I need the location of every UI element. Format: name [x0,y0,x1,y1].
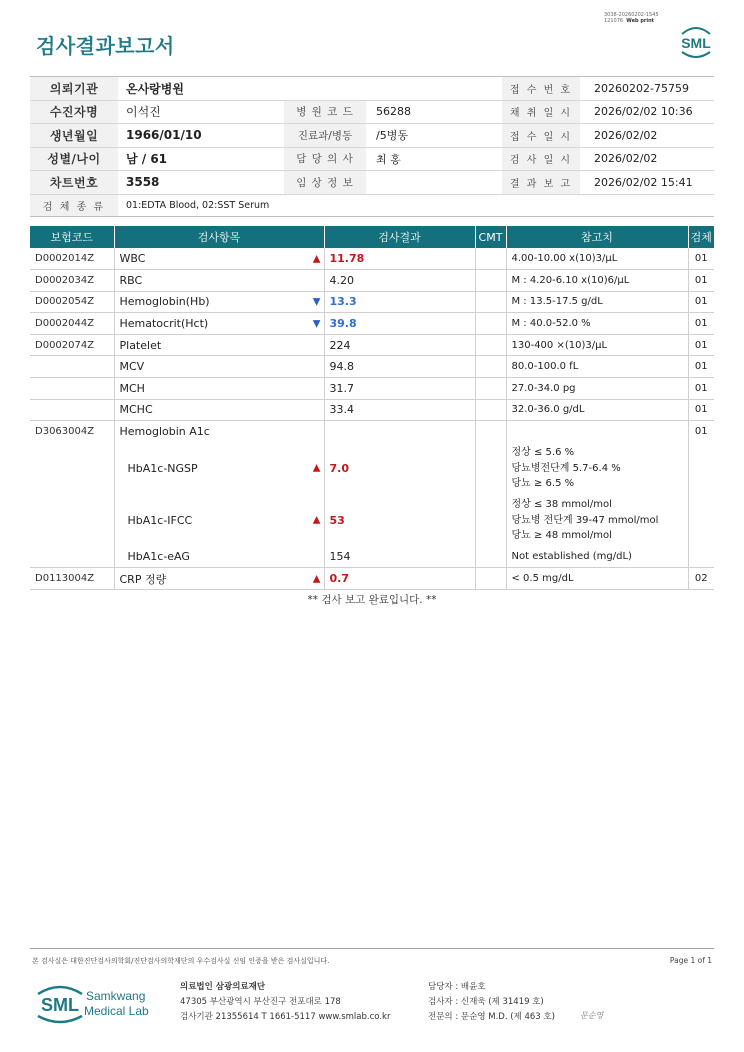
info-row [30,124,714,148]
row-specimen: 02 [688,568,714,590]
table-row [30,568,714,590]
header-result: 검사결과 [324,226,475,248]
print-meta-label: Web print [626,18,655,24]
row-name: HbA1c-IFCC [127,513,193,527]
table-row [30,442,714,494]
patient-info [30,76,714,217]
row-result: 39.8 [324,313,475,335]
staff-value: 문순영 M.D. (제 463 호) [460,1012,555,1022]
row-result: 33.4 [324,399,475,421]
row-result: 7.0 [324,442,475,494]
sample-value: 01:EDTA Blood, 02:SST Serum [126,199,270,211]
results-table [30,226,714,590]
table-row [30,313,714,335]
footer-logo-sub1: Samkwang [86,989,146,1003]
row-specimen: 01 [688,334,714,356]
collected-value: 2026/02/02 10:36 [594,105,693,119]
footer-logo-main: SML [41,995,79,1015]
row-specimen: 01 [688,248,714,270]
staff-label: 전문의 : [428,1012,459,1022]
table-row [30,546,714,568]
row-ref [506,494,688,546]
row-cmt [475,291,506,313]
row-code: D0002074Z [30,334,114,356]
ref-line: 정상 ≤ 5.6 % [511,447,575,459]
table-row [30,291,714,313]
requester-label: 의뢰기관 [30,77,118,100]
print-meta-code: 121076 [604,18,624,24]
row-code [30,399,114,421]
info-row [30,195,714,217]
arrow-down-icon: ▼ [312,318,321,330]
table-row [30,378,714,400]
chart-value: 3558 [126,175,160,190]
ref-line: 당뇨병 전단계 39-47 mmol/mol [511,514,659,526]
row-code: D0002034Z [30,270,114,292]
row-cmt [475,248,506,270]
receipt-no-value: 20260202-75759 [594,81,689,95]
row-ref: 4.00-10.00 x(10)3/μL [506,248,688,270]
row-name: Platelet [119,338,162,352]
print-meta [604,12,659,24]
requester-value: 온사랑병원 [126,81,184,96]
staff-info [428,980,555,1025]
row-name: Hemoglobin A1c [119,425,210,439]
row-ref: 130-400 ×(10)3/μL [506,334,688,356]
row-code [30,378,114,400]
row-ref: Not established (mg/dL) [506,546,688,568]
row-cmt [475,399,506,421]
row-name: HbA1c-eAG [127,550,190,564]
row-code: D0002044Z [30,313,114,335]
doctor-value: 최 홍 [376,152,401,166]
row-code: D0002054Z [30,291,114,313]
row-cmt [475,356,506,378]
report-complete-text: ** 검사 보고 완료입니다. ** [307,594,437,606]
table-row [30,270,714,292]
row-ref: 27.0-34.0 pg [506,378,688,400]
row-ref: 32.0-36.0 g/dL [506,399,688,421]
logo-text: SML [681,35,711,51]
row-result: 11.78 [324,248,475,270]
received-label: 접 수 일 시 [502,124,580,147]
chart-label: 차트번호 [30,171,118,194]
row-code: D0002014Z [30,248,114,270]
clinical-value [366,171,502,194]
info-row [30,77,714,101]
arrow-down-icon: ▼ [312,296,321,308]
header-specimen: 검체 [688,226,714,248]
row-name: RBC [119,273,143,287]
dob-value: 1966/01/10 [126,128,202,143]
footer-divider [30,948,714,949]
header-code: 보험코드 [30,226,114,248]
arrow-up-icon: ▲ [312,462,321,474]
staff-label: 검사자 : [428,997,459,1007]
ref-line: 당뇨 ≥ 48 mmol/mol [511,530,612,542]
table-header-row [30,226,714,248]
row-name: Hemoglobin(Hb) [119,295,210,309]
row-ref: M : 13.5-17.5 g/dL [506,291,688,313]
name-value: 이석진 [126,105,161,120]
tested-label: 검 사 일 시 [502,148,580,171]
row-name: MCH [119,381,145,395]
row-cmt [475,334,506,356]
org-info [180,980,390,1025]
sexage-value: 남 / 61 [126,152,168,167]
row-ref: M : 40.0-52.0 % [506,313,688,335]
print-meta-line1: 3038-20260202-1545 [604,12,659,18]
staff-value: 신재욱 (제 31419 호) [460,997,544,1007]
row-result: 154 [324,546,475,568]
row-ref: < 0.5 mg/dL [506,568,688,590]
clinical-label: 임 상 정 보 [284,171,366,194]
page-number: Page 1 of 1 [669,956,712,965]
ref-line: 당뇨 ≥ 6.5 % [511,478,575,490]
row-code: D0113004Z [30,568,114,590]
header-test: 검사항목 [114,226,324,248]
header-cmt: CMT [475,226,506,248]
accreditation-note: 본 검사실은 대한진단검사의학회/진단검사의학재단의 우수검사실 신임 인증을 받은 검사실입니다. [32,957,330,965]
tested-value: 2026/02/02 [594,152,658,166]
arrow-up-icon: ▲ [312,253,321,265]
sample-label: 검 체 종 류 [30,195,118,216]
staff-value: 배윤호 [460,982,486,992]
row-specimen: 01 [688,356,714,378]
table-row [30,248,714,270]
receipt-no-label: 접 수 번 호 [502,77,580,100]
row-specimen: 01 [688,378,714,400]
hospital-code-label: 병 원 코 드 [284,101,366,124]
info-row [30,148,714,172]
dept-value: /5병동 [376,129,408,143]
table-row [30,334,714,356]
reported-value: 2026/02/02 15:41 [594,175,693,189]
sml-logo-icon [676,22,716,62]
ref-line: 정상 ≤ 38 mmol/mol [511,499,612,511]
row-result: 94.8 [324,356,475,378]
row-ref: 80.0-100.0 fL [506,356,688,378]
doctor-label: 담 당 의 사 [284,148,366,171]
signature: 문순영 [580,1011,604,1020]
row-cmt [475,378,506,400]
dept-label: 진료과/병동 [284,124,366,147]
row-specimen: 01 [688,291,714,313]
row-result: 31.7 [324,378,475,400]
row-result: 53 [324,494,475,546]
arrow-up-icon: ▲ [312,573,321,585]
info-row [30,171,714,195]
footer-logo-sub2: Medical Lab [84,1004,149,1018]
row-name: Hematocrit(Hct) [119,317,209,331]
row-result: 4.20 [324,270,475,292]
hospital-code-value: 56288 [376,105,411,119]
samkwang-logo-icon [36,978,166,1028]
reported-label: 결 과 보 고 [502,171,580,194]
row-specimen: 01 [688,399,714,421]
header-reference: 참고치 [506,226,688,248]
table-row [30,399,714,421]
row-name: WBC [119,252,146,266]
org-name: 의료법인 삼광의료재단 [180,982,266,992]
ref-line: 당뇨병전단계 5.7-6.4 % [511,462,621,474]
table-row [30,421,714,443]
row-result: 224 [324,334,475,356]
row-specimen: 01 [688,313,714,335]
row-ref [506,442,688,494]
row-cmt [475,313,506,335]
dob-label: 생년월일 [30,124,118,147]
org-address: 47305 부산광역시 부산진구 전포대로 178 [180,997,341,1007]
row-cmt [475,270,506,292]
row-result: 13.3 [324,291,475,313]
received-value: 2026/02/02 [594,128,658,142]
org-contact: 검사기관 21355614 T 1661-5117 www.smlab.co.kr [180,1012,391,1022]
table-row [30,494,714,546]
info-row [30,101,714,125]
row-specimen: 01 [688,270,714,292]
row-code: D3063004Z [30,421,114,443]
row-code [30,356,114,378]
arrow-up-icon: ▲ [312,514,321,526]
table-row [30,356,714,378]
row-specimen: 01 [694,426,708,438]
row-name: CRP 정량 [119,572,167,586]
row-ref: M : 4.20-6.10 x(10)6/μL [506,270,688,292]
row-result: 0.7 [324,568,475,590]
row-name: MCHC [119,403,153,417]
staff-label: 담당자 : [428,982,459,992]
row-name: HbA1c-NGSP [127,461,198,475]
name-label: 수진자명 [30,101,118,124]
page-title: 검사결과보고서 [36,34,175,58]
collected-label: 채 취 일 시 [502,101,580,124]
sexage-label: 성별/나이 [30,148,118,171]
row-name: MCV [119,360,145,374]
